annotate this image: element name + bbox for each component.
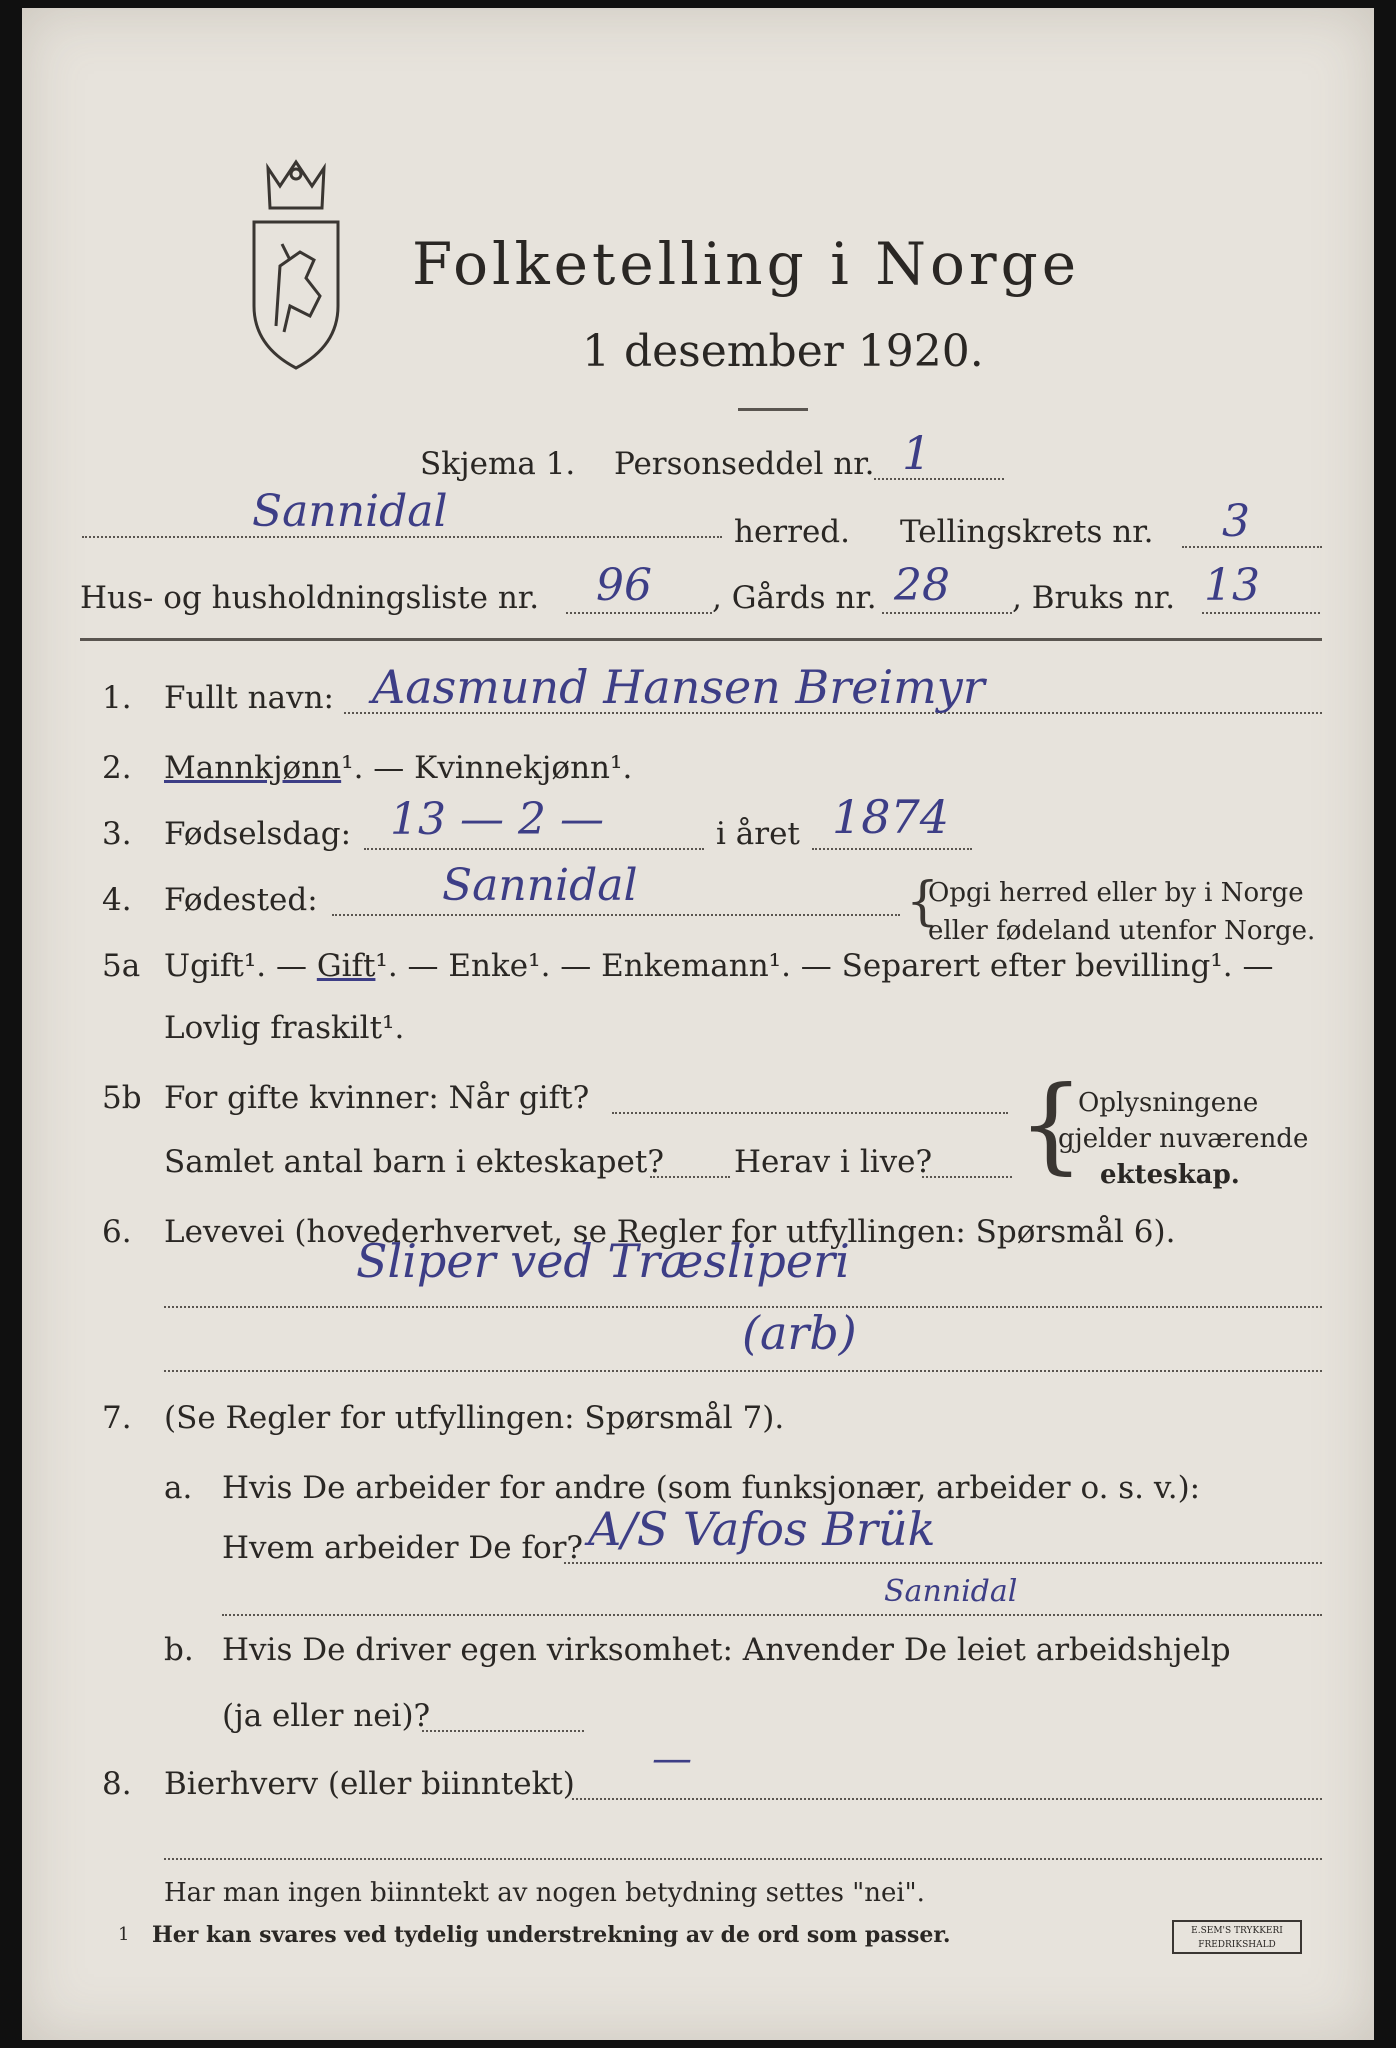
q7-label: (Se Regler for utfyllingen: Spørsmål 7).: [164, 1400, 785, 1436]
q8-number: 8.: [102, 1766, 132, 1802]
q8-label: Bierhverv (eller biinntekt): [164, 1766, 575, 1802]
q2-kvinnekjonn: Kvinnekjønn¹.: [414, 750, 633, 786]
q7b-line1: Hvis De driver egen virksomhet: Anvender De leiet arbeidshjelp: [222, 1632, 1231, 1668]
skjema-label: Skjema 1.: [420, 446, 576, 482]
herred-label: herred.: [734, 514, 850, 550]
tellingskrets-value: 3: [1222, 496, 1250, 547]
footnote-text: Her kan svares ved tydelig understrekning av de ord som passer.: [152, 1922, 951, 1948]
q6-number: 6.: [102, 1214, 132, 1250]
q2-number: 2.: [102, 750, 132, 786]
husliste-value: 96: [596, 560, 652, 611]
footer-note: Har man ingen biinntekt av nogen betydning settes "nei".: [164, 1878, 925, 1908]
q5a-line2: Lovlig fraskilt¹.: [164, 1010, 405, 1046]
footnote-mark: 1: [118, 1924, 130, 1945]
husliste-label: Hus- og husholdningsliste nr.: [80, 580, 540, 616]
herred-value: Sannidal: [252, 486, 448, 537]
bruks-value: 13: [1204, 560, 1260, 611]
q3-number: 3.: [102, 816, 132, 852]
q3-aret-label: i året: [716, 816, 800, 852]
q7a-employer: A/S Vafos Brük: [588, 1502, 936, 1556]
q7b-line2: (ja eller nei)?: [222, 1698, 431, 1734]
q6-occupation-note: (arb): [742, 1306, 857, 1360]
personseddel-value: 1: [902, 426, 932, 480]
q6-label: Levevei (hovederhvervet, se Regler for utfyllingen: Spørsmål 6).: [164, 1214, 1176, 1250]
title-rule: [738, 408, 808, 411]
q8-value: —: [652, 1736, 692, 1782]
q5a-number: 5a: [102, 948, 141, 984]
q1-full-name: Aasmund Hansen Breimyr: [372, 660, 985, 714]
q5b-line2: Samlet antal barn i ekteskapet?: [164, 1144, 664, 1180]
q6-occupation: Sliper ved Træsliperi: [356, 1234, 850, 1288]
q4-birthplace: Sannidal: [442, 860, 638, 911]
q1-label: Fullt navn:: [164, 680, 334, 716]
q5b-note2: gjelder nuværende: [1058, 1124, 1309, 1154]
q2-mannkjonn: Mannkjønn: [164, 750, 342, 786]
q7-number: 7.: [102, 1400, 132, 1436]
q7a-line1: Hvis De arbeider for andre (som funksjonær, arbeider o. s. v.):: [222, 1470, 1201, 1506]
q3-label: Fødselsdag:: [164, 816, 352, 852]
q5b-herav: Herav i live?: [734, 1144, 933, 1180]
form-title: Folketelling i Norge: [412, 230, 1081, 298]
form-date: 1 desember 1920.: [582, 326, 984, 377]
q3-birthdate: 13 — 2 —: [390, 794, 604, 845]
tellingskrets-label: Tellingskrets nr.: [900, 514, 1154, 550]
q5b-note3: ekteskap.: [1100, 1160, 1240, 1190]
q7a-letter: a.: [164, 1470, 193, 1506]
header-divider: [80, 638, 1322, 641]
q7a-line2: Hvem arbeider De for?: [222, 1530, 584, 1566]
personseddel-label: Personseddel nr.: [614, 446, 875, 482]
q5b-note1: Oplysningene: [1078, 1088, 1259, 1118]
printer-stamp: E.SEM'S TRYKKERI FREDRIKSHALD: [1172, 1920, 1302, 1954]
q4-number: 4.: [102, 882, 132, 918]
q4-note-line2: eller fødeland utenfor Norge.: [928, 916, 1316, 946]
q2-options: Mannkjønn¹. — Kvinnekjønn¹.: [164, 750, 633, 786]
q4-label: Fødested:: [164, 882, 318, 918]
q4-note-line1: Opgi herred eller by i Norge: [928, 878, 1304, 908]
bruks-label: , Bruks nr.: [1012, 580, 1176, 616]
q7a-employer-place: Sannidal: [884, 1574, 1018, 1609]
q1-number: 1.: [102, 680, 132, 716]
q5b-line1: For gifte kvinner: Når gift?: [164, 1080, 590, 1116]
q5b-number: 5b: [102, 1080, 142, 1116]
q7b-letter: b.: [164, 1632, 194, 1668]
gards-label: , Gårds nr.: [712, 580, 877, 616]
q5a-gift: Gift: [316, 948, 376, 984]
q5a-options: Ugift¹. — Gift¹. — Enke¹. — Enkemann¹. — Separert efter bevilling¹. —: [164, 948, 1274, 984]
norwegian-coat-of-arms-icon: [240, 156, 352, 376]
gards-value: 28: [894, 560, 950, 611]
q3-birth-year: 1874: [832, 790, 950, 844]
census-form: Folketelling i Norge 1 desember 1920. Skjema 1. Personseddel nr. 1 Sannidal herred. Tellingskrets nr. 3 Hus- og husholdningsliste nr. 96 , Gårds nr. 28 , Bruks nr. 13 1. Fullt navn: Aasmund Hansen Breimyr 2. Mannkjønn¹. — Kvinnekjønn¹. 3. Fødselsdag: 13 — 2 — i året 1874 4. Fødested: Sannidal { Opgi herred eller by i Norge eller fødeland utenfor Norge. 5a Ugift¹. — Gift¹. — Enke¹. — Enkemann¹. — Separert efter bevilling¹. — Lovlig fraskilt¹. 5b For gifte kvinner: Når gift? Samlet antal barn i ekteskapet? Herav i live? { Oplysningene gjelder nuværende ekteskap. 6. Levevei (hovederhvervet, se Regler for utfyllingen: Spørsmål 6). Sliper ved Træsliperi (arb) 7. (Se Regler for utfyllingen: Spørsmål 7). a. Hvis De arbeider for andre (som funksjonær, arbeider o. s. v.): Hvem arbeider De for? A/S Vafos Brük Sannidal b. Hvis De driver egen virksomhet: Anvender De leiet arbeidshjelp (ja eller nei)? 8. Bierhverv (eller biinntekt) — Har man ingen biinntekt av nogen betydning settes "nei". 1 Her kan svares ved tydelig understrekning av de ord som passer. E.SEM'S TRYKKERI FREDRIKSHALD: [22, 8, 1374, 2040]
